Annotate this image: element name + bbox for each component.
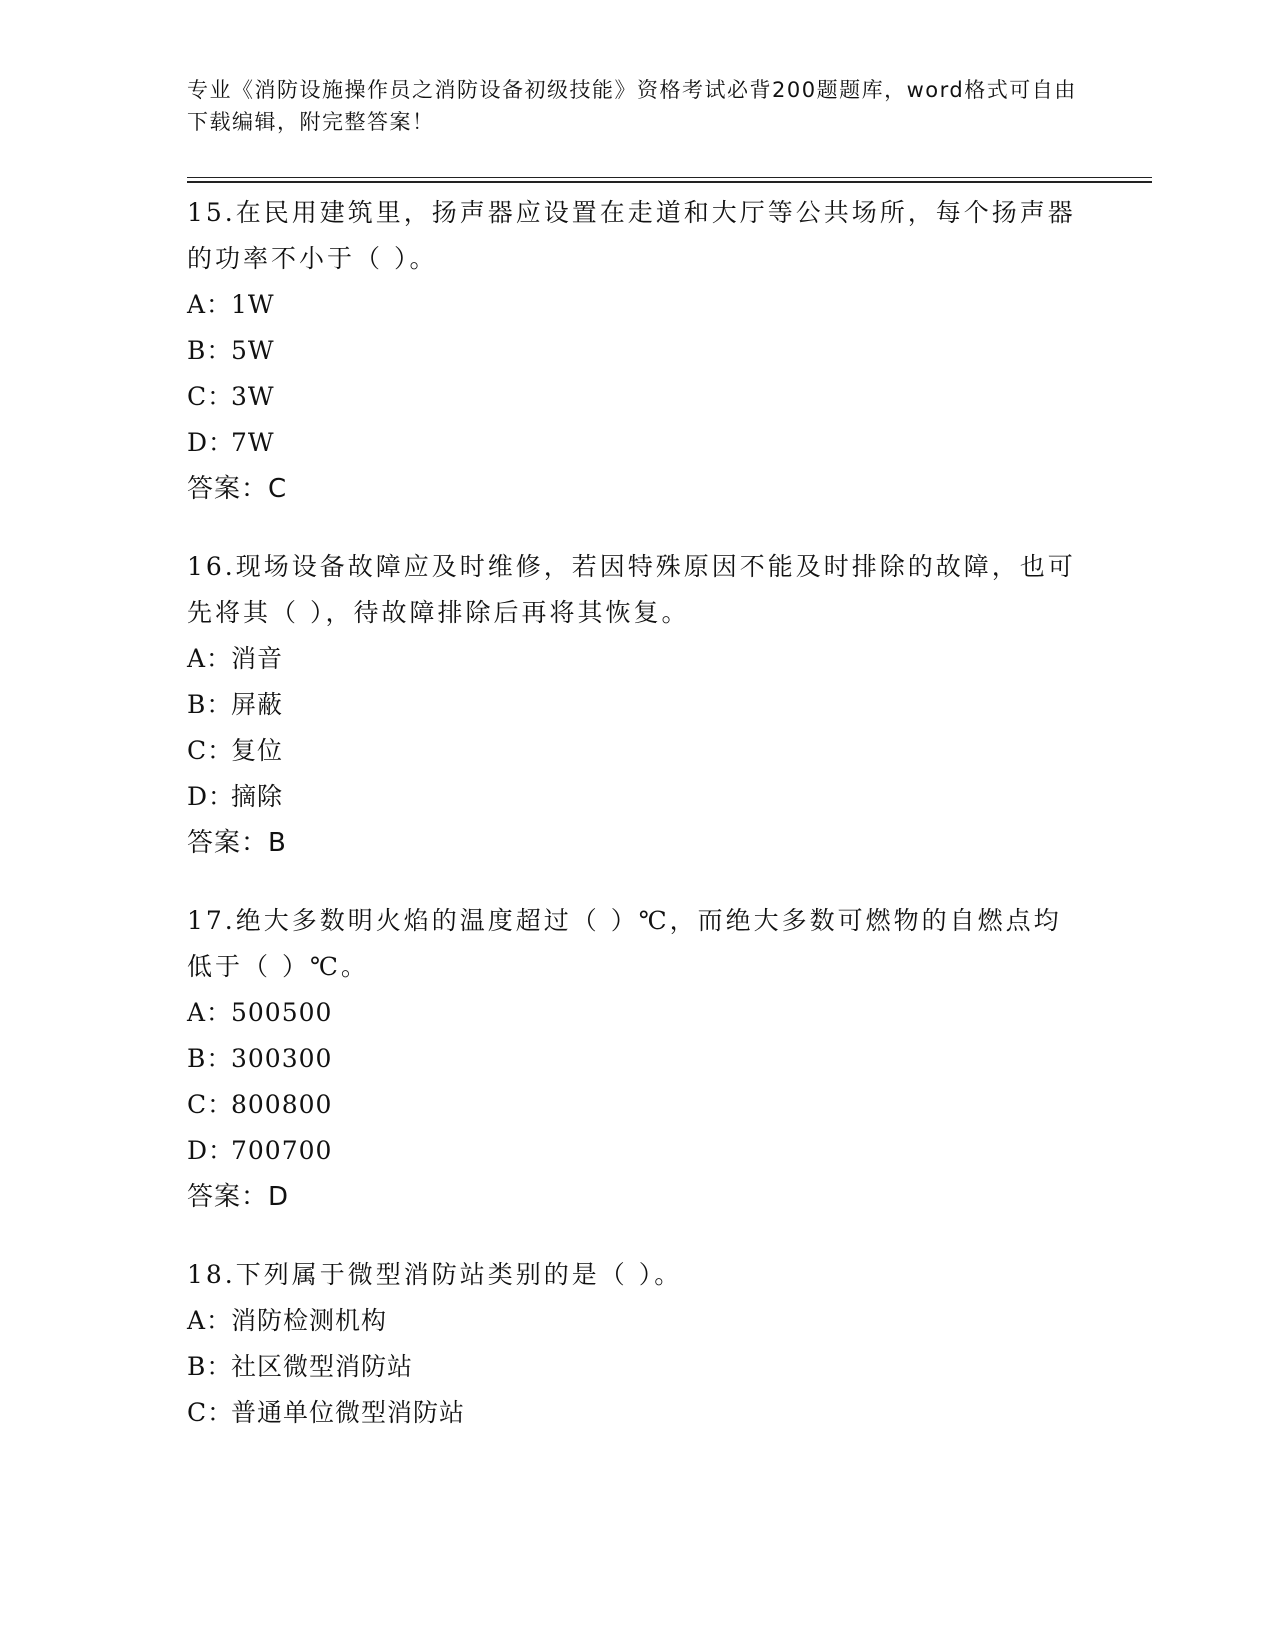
option-text: 500500	[231, 998, 333, 1027]
option-text: 300300	[231, 1044, 333, 1073]
option-b	[187, 1036, 1087, 1082]
option-text: 摘除	[231, 782, 284, 811]
question-stem: 15.在民用建筑里，扬声器应设置在走道和大厅等公共场所，每个扬声器的功率不小于（ ）。	[187, 198, 1076, 273]
option-key: A：	[187, 998, 233, 1027]
option-b	[187, 1344, 1087, 1390]
option-key: C：	[187, 1090, 234, 1119]
question-17	[187, 898, 1087, 1220]
question-list	[187, 190, 1087, 1468]
option-c	[187, 1390, 1087, 1436]
option-text: 3W	[231, 382, 275, 411]
option-text: 屏蔽	[231, 690, 284, 719]
option-c	[187, 728, 1087, 774]
option-key: C：	[187, 736, 234, 765]
question-stem: 16.现场设备故障应及时维修，若因特殊原因不能及时排除的故障，也可先将其（ ），待故障排除后再将其恢复。	[187, 552, 1076, 627]
option-key: A：	[187, 290, 233, 319]
answer-line: 答案：D	[187, 1182, 290, 1212]
option-d	[187, 774, 1087, 820]
option-b	[187, 328, 1087, 374]
option-text: 普通单位微型消防站	[231, 1398, 466, 1427]
option-a	[187, 1298, 1087, 1344]
option-text: 复位	[231, 736, 284, 765]
option-key: D：	[187, 1136, 235, 1165]
option-text: 7W	[231, 428, 275, 457]
option-key: B：	[187, 690, 233, 719]
question-15	[187, 190, 1087, 512]
option-text: 消防检测机构	[231, 1306, 388, 1335]
option-c	[187, 374, 1087, 420]
option-text: 800800	[231, 1090, 333, 1119]
option-text: 700700	[231, 1136, 333, 1165]
option-text: 5W	[231, 336, 275, 365]
option-text: 社区微型消防站	[231, 1352, 414, 1381]
header-rule-thick	[187, 181, 1152, 183]
question-stem: 18.下列属于微型消防站类别的是（ ）。	[187, 1260, 683, 1289]
option-key: D：	[187, 428, 235, 457]
option-key: B：	[187, 1044, 233, 1073]
question-16	[187, 544, 1087, 866]
option-key: D：	[187, 782, 235, 811]
question-18	[187, 1252, 1087, 1436]
answer-line: 答案：B	[187, 828, 287, 858]
option-a	[187, 636, 1087, 682]
option-key: A：	[187, 644, 233, 673]
option-key: C：	[187, 1398, 234, 1427]
question-stem: 17.绝大多数明火焰的温度超过（ ）℃，而绝大多数可燃物的自燃点均低于（ ）℃。	[187, 906, 1062, 981]
option-key: C：	[187, 382, 234, 411]
option-d	[187, 420, 1087, 466]
option-key: B：	[187, 1352, 233, 1381]
header-rule-thin	[187, 177, 1152, 178]
option-c	[187, 1082, 1087, 1128]
option-a	[187, 282, 1087, 328]
option-key: B：	[187, 336, 233, 365]
option-text: 消音	[231, 644, 284, 673]
answer-line: 答案：C	[187, 474, 288, 504]
option-d	[187, 1128, 1087, 1174]
document-header: 专业《消防设施操作员之消防设备初级技能》资格考试必背200题题库，word格式可自由下载编辑，附完整答案！	[187, 78, 1077, 134]
option-text: 1W	[231, 290, 275, 319]
option-b	[187, 682, 1087, 728]
option-key: A：	[187, 1306, 233, 1335]
option-a	[187, 990, 1087, 1036]
